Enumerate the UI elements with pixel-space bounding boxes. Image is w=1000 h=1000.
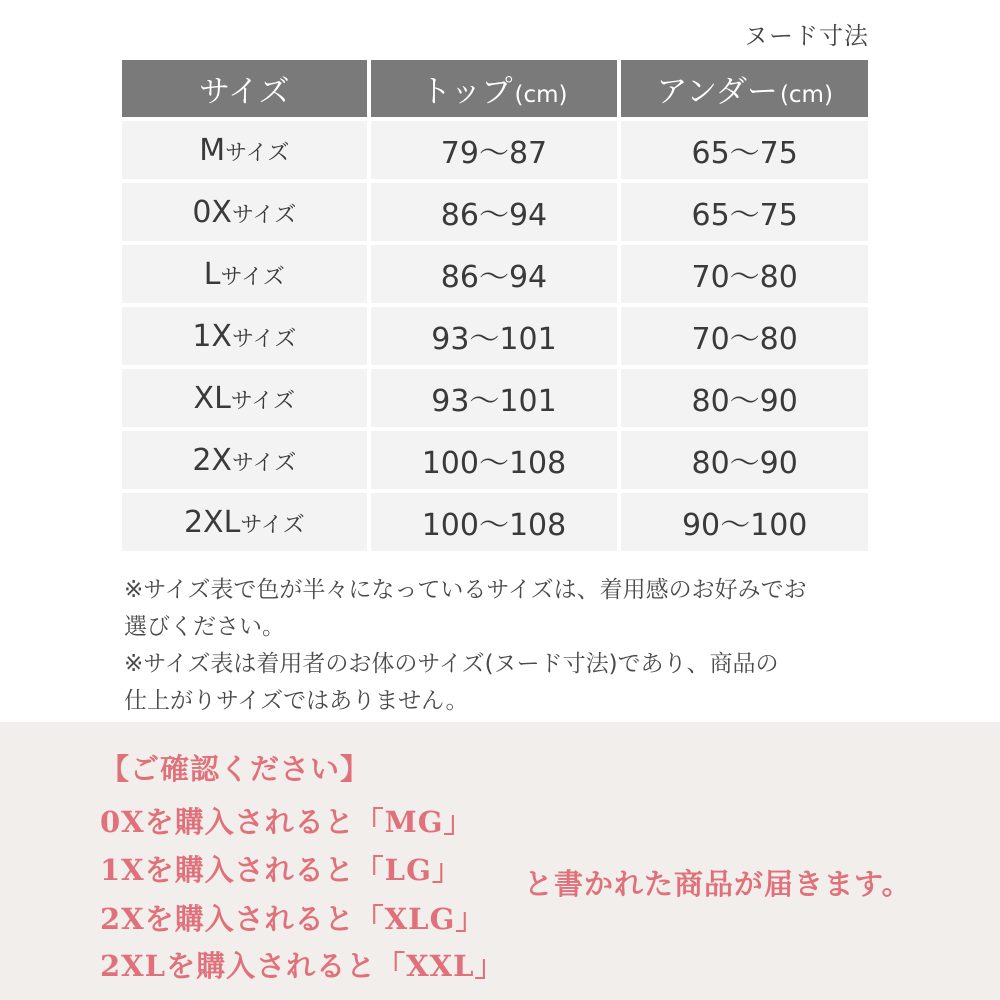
table-row xyxy=(122,431,868,489)
header-under-unit: (cm) xyxy=(779,82,833,108)
size-cell: 2XLサイズ xyxy=(122,493,367,551)
nude-measurement-note: ヌード寸法 xyxy=(744,22,869,50)
size-cell: 2Xサイズ xyxy=(122,431,367,489)
under-cell: 70〜80 xyxy=(621,245,868,303)
note-line: 仕上がりサイズではありません。 xyxy=(124,688,469,714)
confirm-line: 2Xを購入されると「XLG」 xyxy=(100,902,486,936)
table-row xyxy=(122,183,868,241)
size-notes xyxy=(124,572,884,720)
under-cell: 65〜75 xyxy=(621,183,868,241)
under-cell: 65〜75 xyxy=(621,121,868,179)
confirm-line: 0Xを購入されると「MG」 xyxy=(100,805,474,839)
top-cell: 93〜101 xyxy=(371,369,618,427)
under-cell: 80〜90 xyxy=(621,369,868,427)
header-under: アンダー(cm) xyxy=(621,60,868,117)
under-cell: 80〜90 xyxy=(621,431,868,489)
top-cell: 79〜87 xyxy=(371,121,618,179)
note-line: ※サイズ表は着用者のお体のサイズ(ヌード寸法)であり、商品の xyxy=(124,651,779,677)
top-cell: 93〜101 xyxy=(371,307,618,365)
table-row xyxy=(122,493,868,551)
table-header-row xyxy=(122,60,868,117)
header-top: トップ(cm) xyxy=(371,60,618,117)
size-cell: Mサイズ xyxy=(122,121,367,179)
confirm-title: 【ご確認ください】 xyxy=(100,752,371,786)
top-cell: 100〜108 xyxy=(371,493,618,551)
table-row xyxy=(122,121,868,179)
top-cell: 86〜94 xyxy=(371,245,618,303)
table-row xyxy=(122,369,868,427)
under-cell: 70〜80 xyxy=(621,307,868,365)
size-table xyxy=(118,56,872,555)
table-row xyxy=(122,307,868,365)
confirm-tail: と書かれた商品が届きます。 xyxy=(524,867,912,901)
under-cell: 90〜100 xyxy=(621,493,868,551)
note-line: ※サイズ表で色が半々になっているサイズは、着用感のお好みでお xyxy=(124,577,807,603)
header-size: サイズ xyxy=(122,60,367,117)
size-cell: Lサイズ xyxy=(122,245,367,303)
size-cell: 1Xサイズ xyxy=(122,307,367,365)
header-top-unit: (cm) xyxy=(514,82,568,108)
table-row xyxy=(122,245,868,303)
size-cell: XLサイズ xyxy=(122,369,367,427)
size-cell: 0Xサイズ xyxy=(122,183,367,241)
confirm-box xyxy=(0,722,1000,1000)
top-cell: 100〜108 xyxy=(371,431,618,489)
confirm-line: 1Xを購入されると「LG」 xyxy=(100,853,462,887)
note-line: 選びください。 xyxy=(124,614,285,640)
top-cell: 86〜94 xyxy=(371,183,618,241)
confirm-line: 2XLを購入されると「XXL」 xyxy=(100,949,505,983)
